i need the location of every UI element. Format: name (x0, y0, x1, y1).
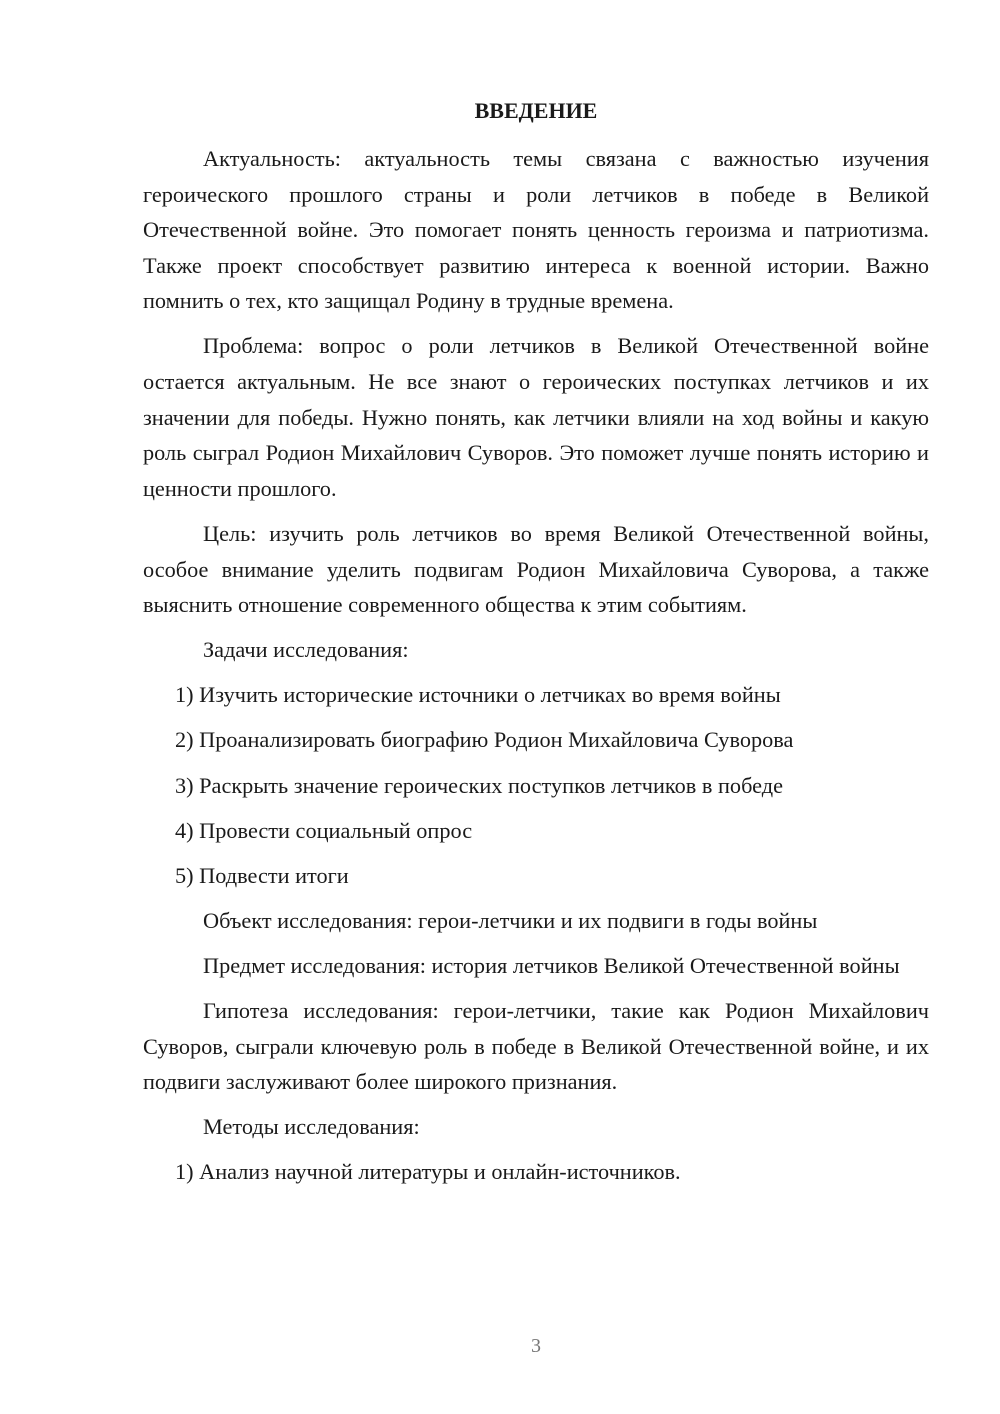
task-item-5: 5) Подвести итоги (175, 862, 349, 888)
task-item-1: 1) Изучить исторические источники о летчиках во время войны (175, 682, 781, 708)
paragraph-object: Объект исследования: герои-летчики и их подвиги в годы войны (203, 907, 818, 933)
page-number: 3 (531, 1335, 541, 1357)
task-item-4: 4) Провести социальный опрос (175, 817, 473, 843)
methods-heading: Методы исследования: (203, 1114, 420, 1140)
page-title: ВВЕДЕНИЕ (474, 98, 598, 123)
paragraph-hypothesis: Гипотеза исследования: герои-летчики, такие как Родион Михайлович Суворов, сыграли ключевую роль в победе в Великой Отечественной войне, и их подвиги заслуживают более широкого признания. (143, 997, 929, 1095)
paragraph-relevance: Актуальность: актуальность темы связана с важностью изучения героического прошлого страны и роли летчиков в победе в Великой Отечественной войне. Это помогает понять ценность героизма и патриотизма. Также проект способствует развитию интереса к военной истории. Важно помнить о тех, кто защищал Родину в трудные времена. (143, 146, 929, 314)
document-body (143, 141, 929, 1199)
task-item-3: 3) Раскрыть значение героических поступков летчиков в победе (175, 772, 783, 798)
method-item-1: 1) Анализ научной литературы и онлайн-источников. (175, 1159, 681, 1185)
task-item-2: 2) Проанализировать биографию Родион Михайловича Суворова (175, 727, 794, 753)
paragraph-goal: Цель: изучить роль летчиков во время Великой Отечественной войны, особое внимание уделить подвигам Родион Михайловича Суворова, а также выяснить отношение современного общества к этим событиям. (143, 520, 929, 618)
tasks-heading: Задачи исследования: (203, 637, 409, 663)
paragraph-problem: Проблема: вопрос о роли летчиков в Великой Отечественной войне остается актуальным. Не все знают о героических поступках летчиков и их значении для победы. Нужно понять, как летчики влияли на ход войны и какую роль сыграл Родион Михайлович Суворов. Это поможет лучше понять историю и ценности прошлого. (143, 333, 929, 501)
paragraph-subject: Предмет исследования: история летчиков Великой Отечественной войны (203, 952, 900, 978)
